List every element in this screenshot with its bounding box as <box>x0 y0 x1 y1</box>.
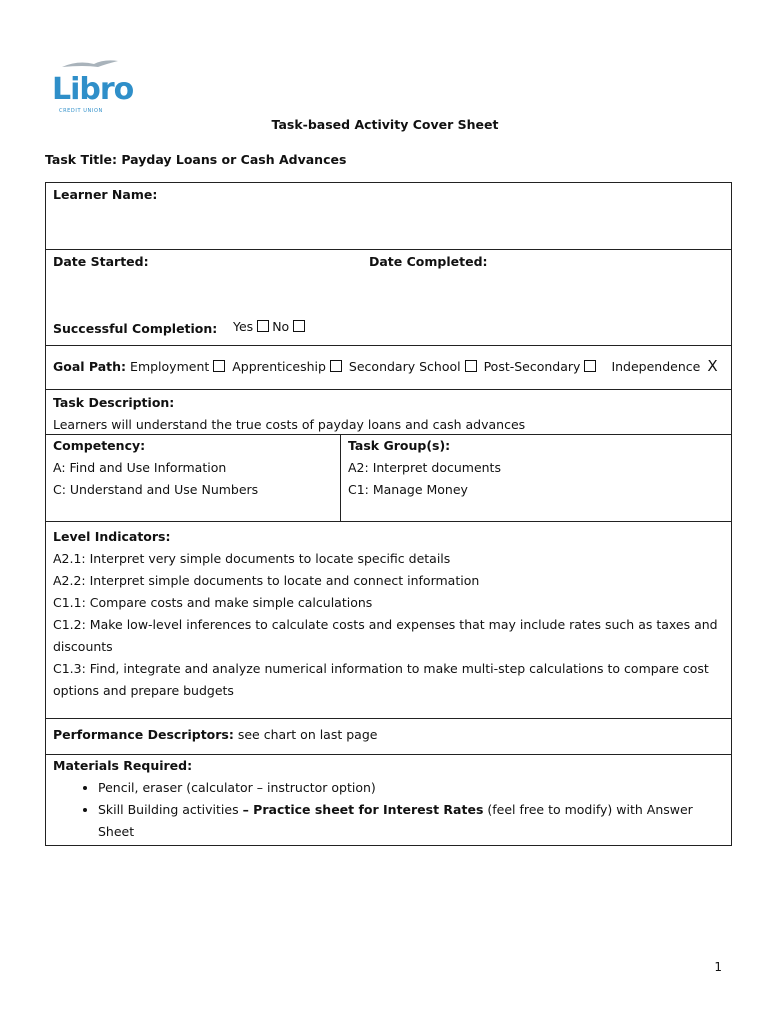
learner-name-label: Learner Name: <box>53 187 158 202</box>
employment-checkbox[interactable] <box>213 360 225 372</box>
competency-cell <box>46 435 341 521</box>
materials-item <box>98 799 724 843</box>
page-number: 1 <box>714 960 722 974</box>
task-group-label: Task Group(s): <box>348 438 451 453</box>
materials-item2-post: (feel free to modify) with Answer Sheet <box>98 802 693 839</box>
task-description-text: Learners will understand the true costs of payday loans and cash advances <box>53 417 526 432</box>
materials-label: Materials Required: <box>53 758 193 773</box>
task-description-row <box>46 390 731 435</box>
competency-label: Competency: <box>53 438 146 453</box>
goal-option-apprenticeship: Apprenticeship <box>232 359 326 374</box>
task-title: Task Title: Payday Loans or Cash Advances <box>45 152 347 167</box>
secondary-checkbox[interactable] <box>465 360 477 372</box>
successful-completion-label: Successful Completion: <box>53 321 218 336</box>
goal-option-secondary: Secondary School <box>348 359 461 374</box>
date-started-label: Date Started: <box>53 254 149 269</box>
logo-wordmark: Libro <box>52 72 134 107</box>
level-indicator-item: C1.1: Compare costs and make simple calculations <box>53 595 373 610</box>
level-indicator-item: C1.2: Make low-level inferences to calculate costs and expenses that may include rates such as taxes and discounts <box>53 617 718 654</box>
performance-text: see chart on last page <box>233 727 378 742</box>
postsecondary-checkbox[interactable] <box>584 360 596 372</box>
level-indicators-label: Level Indicators: <box>53 529 171 544</box>
learner-name-row[interactable] <box>46 183 731 250</box>
independence-mark: X <box>707 357 718 375</box>
document-title: Task-based Activity Cover Sheet <box>271 117 499 132</box>
task-group-item: C1: Manage Money <box>348 482 468 497</box>
competency-item: A: Find and Use Information <box>53 460 227 475</box>
logo-subtitle: CREDIT UNION <box>59 108 103 114</box>
cover-sheet-form <box>45 182 732 846</box>
materials-row <box>46 755 731 845</box>
materials-item2-pre: Skill Building activities <box>98 802 243 817</box>
completion-options <box>233 319 308 334</box>
performance-row <box>46 719 731 755</box>
competency-item: C: Understand and Use Numbers <box>53 482 259 497</box>
level-indicators-row <box>46 522 731 719</box>
task-description-label: Task Description: <box>53 395 175 410</box>
level-indicator-item: A2.1: Interpret very simple documents to locate specific details <box>53 551 451 566</box>
dates-row <box>46 250 731 346</box>
task-group-cell <box>341 435 508 521</box>
no-checkbox[interactable] <box>293 320 305 332</box>
yes-checkbox[interactable] <box>257 320 269 332</box>
level-indicator-item: C1.3: Find, integrate and analyze numerical information to make multi-step calculations to compare cost options and prepare budgets <box>53 661 709 698</box>
goal-option-postsecondary: Post-Secondary <box>483 359 581 374</box>
goal-path-row <box>46 346 731 390</box>
yes-label: Yes <box>233 319 254 334</box>
no-label: No <box>272 319 290 334</box>
libro-logo <box>52 58 132 118</box>
materials-list <box>53 777 724 843</box>
materials-item: • Pencil, eraser (calculator – instructor option) <box>98 777 724 799</box>
apprenticeship-checkbox[interactable] <box>330 360 342 372</box>
performance-label: Performance Descriptors: <box>53 727 234 742</box>
date-completed-label: Date Completed: <box>369 254 488 269</box>
goal-option-employment: Employment <box>130 359 210 374</box>
level-indicator-item: A2.2: Interpret simple documents to locate and connect information <box>53 573 480 588</box>
task-group-item: A2: Interpret documents <box>348 460 501 475</box>
competency-row <box>46 435 731 522</box>
goal-option-independence: Independence <box>611 359 701 374</box>
materials-item2-bold: – Practice sheet for Interest Rates <box>242 802 484 817</box>
goal-path-label: Goal Path: <box>53 359 127 374</box>
